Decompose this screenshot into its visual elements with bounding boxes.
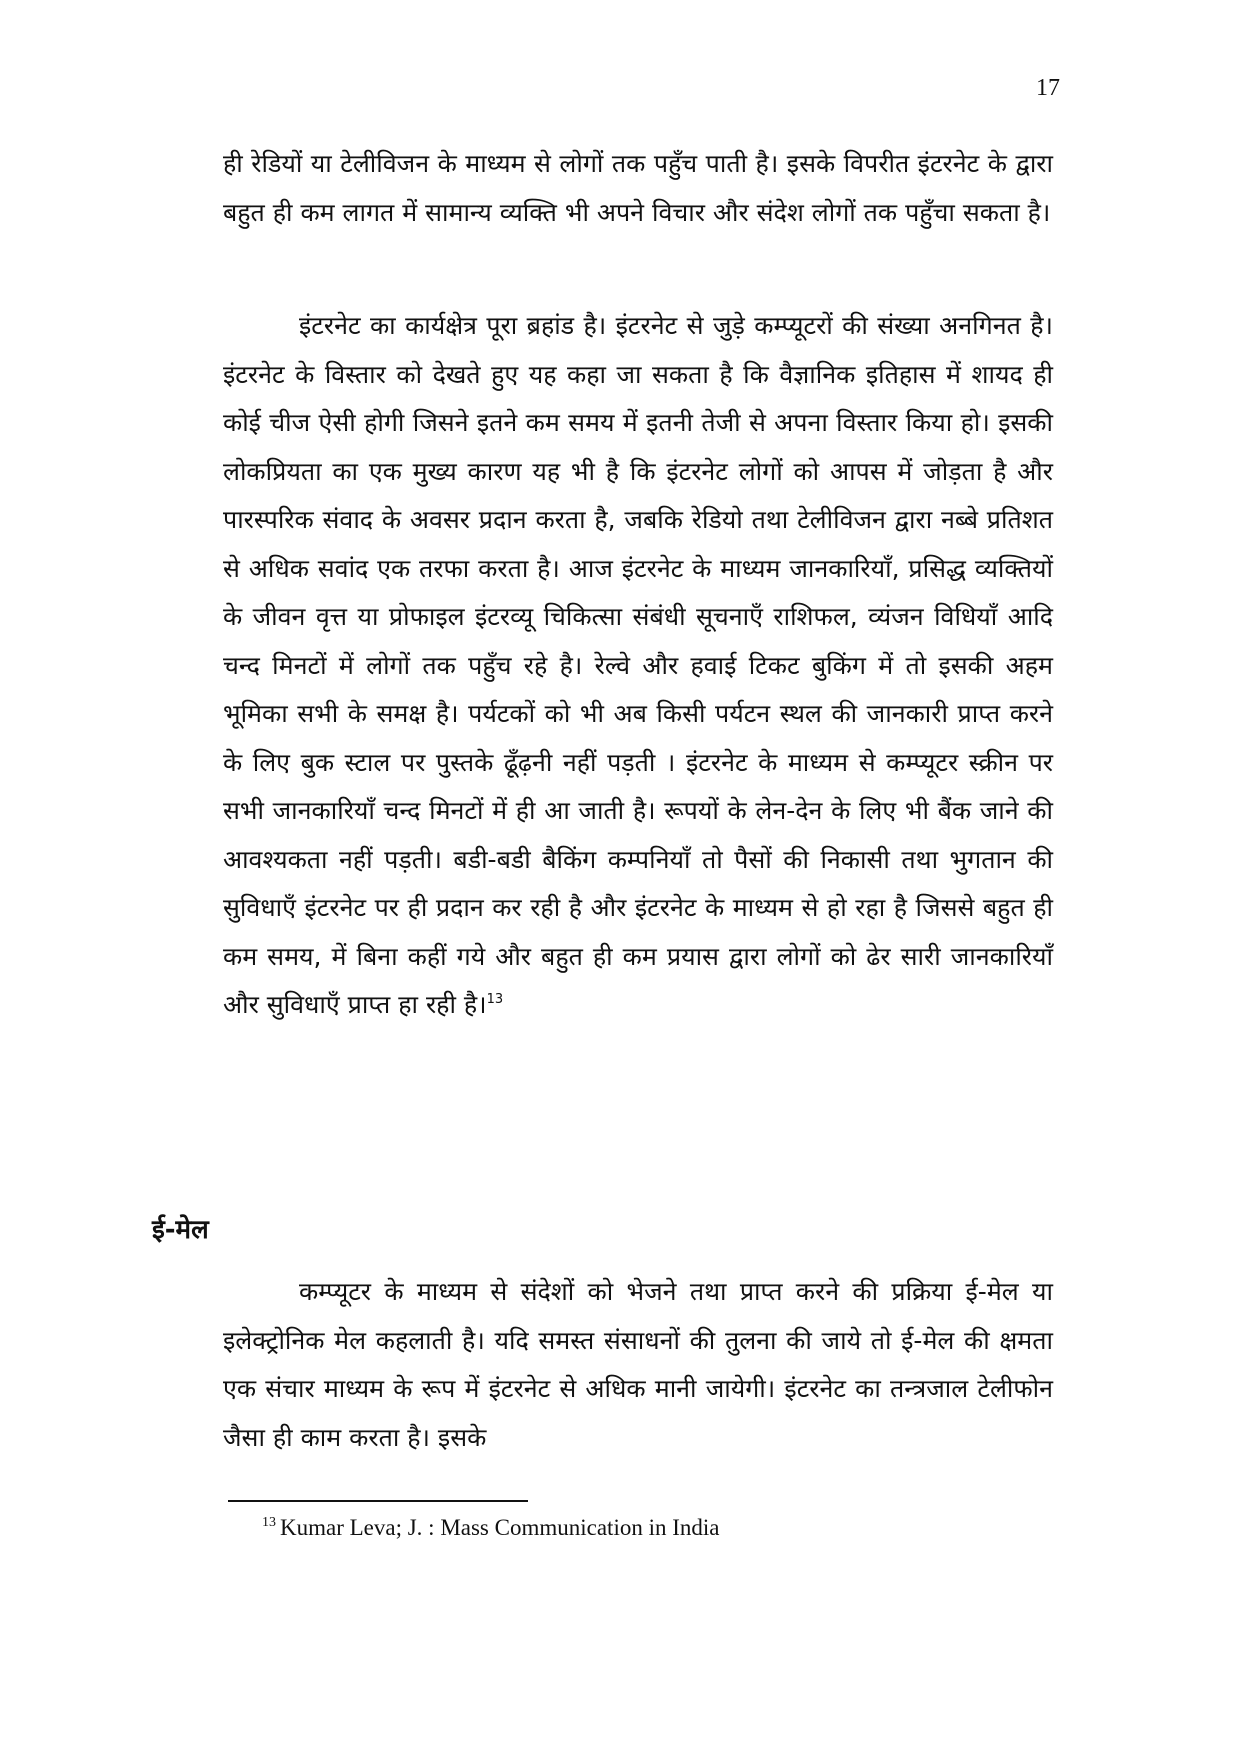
footnote-divider <box>228 1500 528 1502</box>
footnote-text: Kumar Leva; J. : Mass Communication in India <box>280 1515 720 1540</box>
footnote-reference[interactable]: 13 <box>486 992 504 1007</box>
paragraph-email <box>223 1268 1053 1462</box>
section-heading-email: ई-मेल <box>152 1215 209 1245</box>
page-number: 17 <box>1036 75 1060 101</box>
paragraph-text: ही रेडियों या टेलीविजन के माध्यम से लोगों तक पहुँच पाती है। इसके विपरीत इंटरनेट के द्वारा बहुत ही कम लागत में सामान्य व्यक्ति भी अपने विचार और संदेश लोगों तक पहुँचा सकता है। <box>223 149 1053 227</box>
footnote <box>262 1515 719 1541</box>
footnote-marker: 13 <box>262 1515 276 1530</box>
paragraph-text: इंटरनेट का कार्यक्षेत्र पूरा ब्रहांड है। इंटरनेट से जुड़े कम्प्यूटरों की संख्या अनगिनत है। इंटरनेट के विस्तार को देखते हुए यह कहा जा सकता है कि वैज्ञानिक इतिहास में शायद ही कोई चीज ऐसी होगी जिसने इतने कम समय में इतनी तेजी से अपना विस्तार किया हो। इसकी लोकप्रियता का एक मुख्य कारण यह भी है कि इंटरनेट लोगों को आपस में जोड़ता है और पारस्परिक संवाद के अवसर प्रदान करता है, जबकि रेडियो तथा टेलीविजन द्वारा नब्बे प्रतिशत से अधिक सवांद एक तरफा करता है। आज इंटरनेट के माध्यम जानकारियाँ, प्रसिद्ध व्यक्तियों के जीवन वृत्त या प्रोफाइल इंटरव्यू चिकित्सा संबंधी सूचनाएँ राशिफल, व्यंजन विधियाँ आदि चन्द मिनटों में लोगों तक पहुँच रहे है। रेल्वे और हवाई टिकट बुकिंग में तो इसकी अहम भूमिका सभी के समक्ष है। पर्यटकों को भी अब किसी पर्यटन स्थल की जानकारी प्राप्त करने के लिए बुक स्टाल पर पुस्तके ढूँढ़नी नहीं पड़ती । इंटरनेट के माध्यम से कम्प्यूटर स्क्रीन पर सभी जानकारियाँ चन्द मिनटों में ही आ जाती है। रूपयों के लेन-देन के लिए भी बैंक जाने की आवश्यकता नहीं पड़ती। बडी-बडी बैकिंग कम्पनियाँ तो पैसों की निकासी तथा भुगतान की सुविधाएँ इंटरनेट पर ही प्रदान कर रही है और इंटरनेट के माध्यम से हो रहा है जिससे बहुत ही कम समय, में बिना कहीं गये और बहुत ही कम प्रयास द्वारा लोगों को ढेर सारी जानकारियाँ और सुविधाएँ प्राप्त हा रही है। <box>223 311 1053 1019</box>
paragraph-continuation <box>223 140 1053 237</box>
paragraph-internet-scope <box>223 302 1053 1030</box>
paragraph-text: कम्प्यूटर के माध्यम से संदेशों को भेजने तथा प्राप्त करने की प्रक्रिया ई-मेल या इलेक्ट्रोनिक मेल कहलाती है। यदि समस्त संसाधनों की तुलना की जाये तो ई-मेल की क्षमता एक संचार माध्यम के रूप में इंटरनेट से अधिक मानी जायेगी। इंटरनेट का तन्त्रजाल टेलीफोन जैसा ही काम करता है। इसके <box>223 1277 1054 1452</box>
